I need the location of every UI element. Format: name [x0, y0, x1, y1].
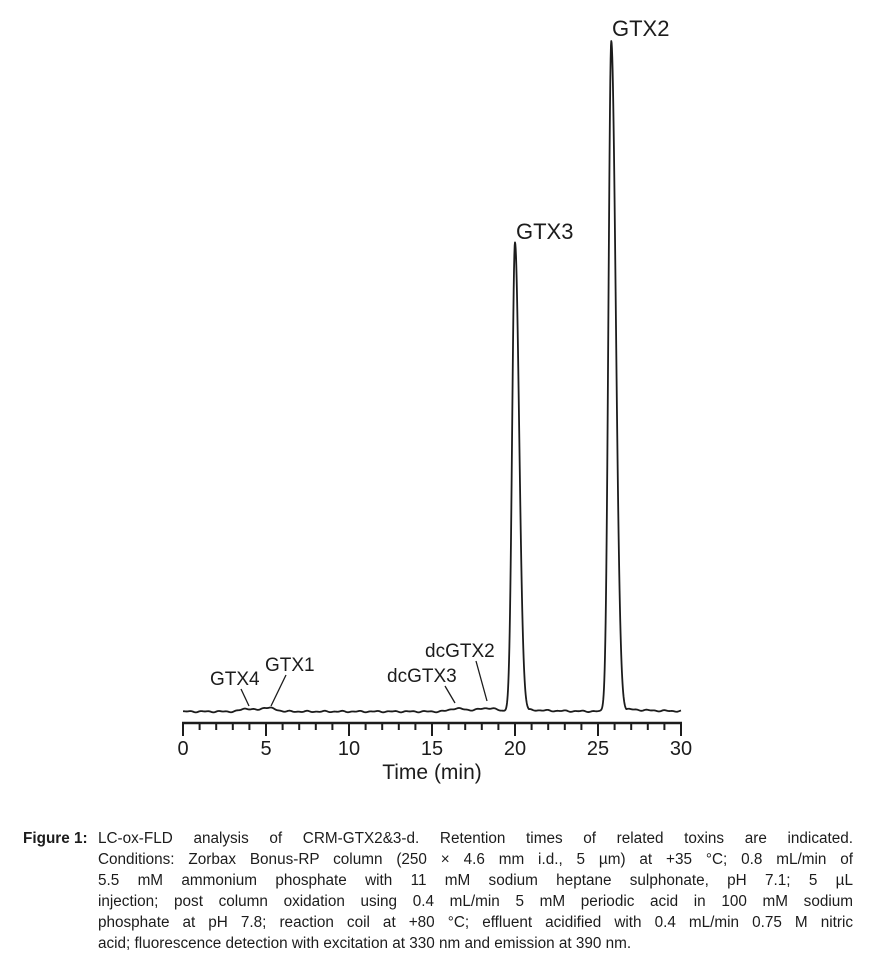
- figure-caption: [23, 828, 853, 954]
- caption-line: phosphate at pH 7.8; reaction coil at +80 °C; effluent acidified with 0.4 mL/min 0.75 M nitric: [98, 914, 853, 931]
- peak-leader-dcGTX3: [445, 686, 455, 703]
- x-tick-label: 5: [260, 738, 272, 760]
- x-tick-label: 25: [586, 738, 610, 760]
- peak-leader-dcGTX2: [476, 661, 487, 701]
- figure-caption-label: Figure 1:: [23, 830, 88, 847]
- peak-label-dcGTX2: dcGTX2: [425, 641, 495, 662]
- peak-label-GTX3: GTX3: [516, 219, 574, 244]
- trace-path: [183, 41, 681, 712]
- peak-leader-GTX1: [271, 675, 286, 706]
- peak-label-GTX1: GTX1: [265, 655, 315, 676]
- x-tick-label: 0: [177, 738, 189, 760]
- caption-line: Conditions: Zorbax Bonus-RP column (250 × 4.6 mm i.d., 5 µm) at +35 °C; 0.8 mL/min of: [98, 851, 853, 868]
- peak-label-GTX2: GTX2: [612, 16, 670, 41]
- x-tick-label: 30: [669, 738, 693, 760]
- caption-line: acid; fluorescence detection with excitation at 330 nm and emission at 390 nm.: [98, 935, 632, 952]
- x-tick-label: 10: [337, 738, 361, 760]
- x-tick-label: 15: [420, 738, 444, 760]
- peak-leader-GTX4: [241, 689, 249, 706]
- caption-line: 5.5 mM ammonium phosphate with 11 mM sodium heptane sulphonate, pH 7.1; 5 µL: [98, 872, 853, 889]
- peak-label-GTX4: GTX4: [210, 669, 260, 690]
- peak-label-dcGTX3: dcGTX3: [387, 666, 457, 687]
- x-tick-label: 20: [503, 738, 527, 760]
- figure-caption-body: [98, 828, 853, 954]
- caption-line: LC-ox-FLD analysis of CRM-GTX2&3-d. Retention times of related toxins are indicated.: [98, 830, 853, 847]
- caption-line: injection; post column oxidation using 0.4 mL/min 5 mM periodic acid in 100 mM sodium: [98, 893, 853, 910]
- x-axis-title: Time (min): [382, 761, 482, 784]
